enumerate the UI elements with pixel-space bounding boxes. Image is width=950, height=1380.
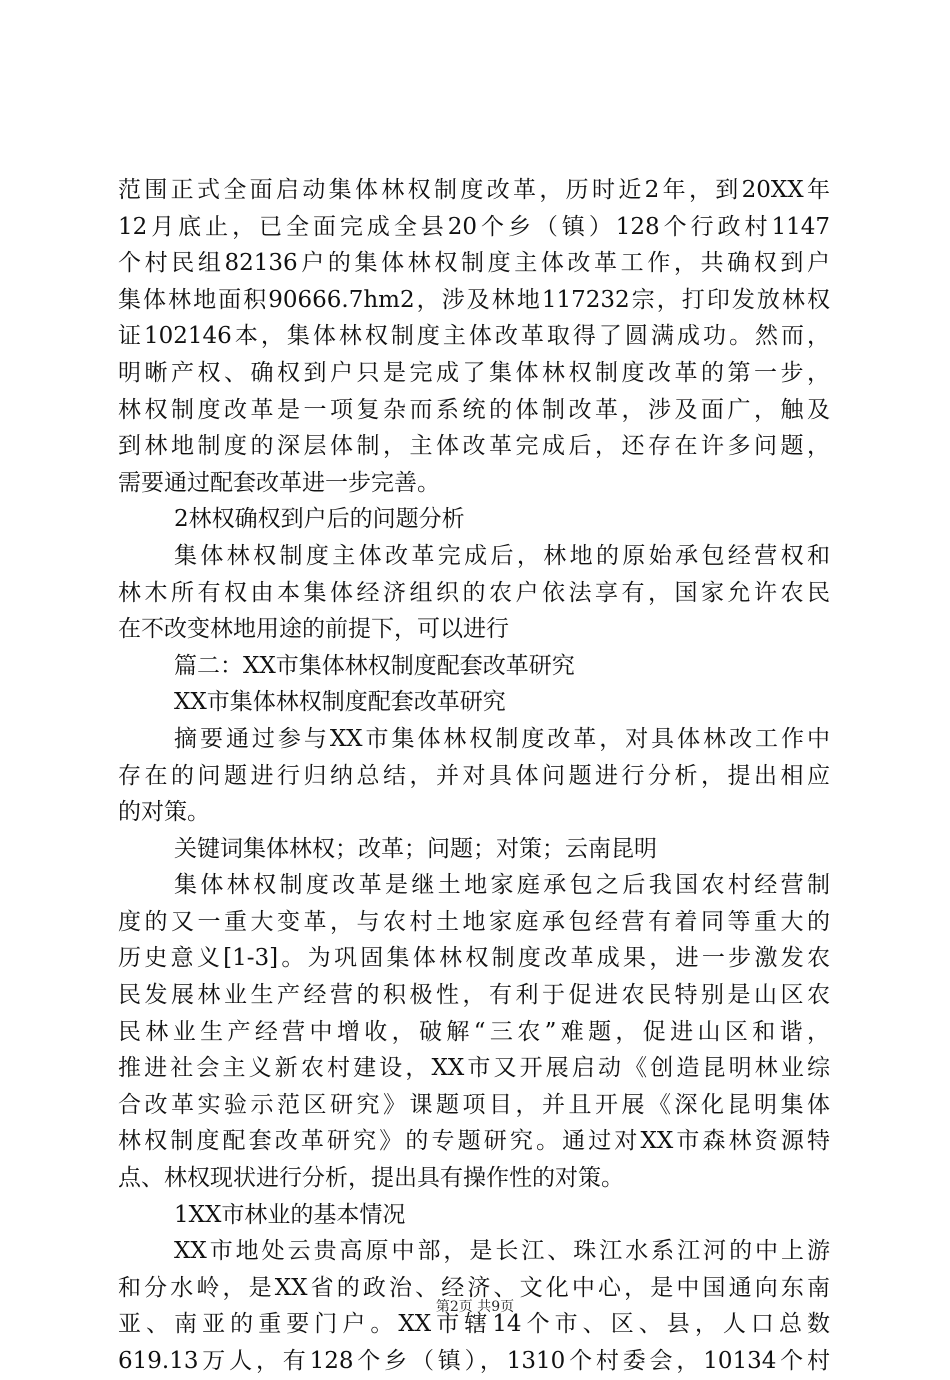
text-line: 需要通过配套改革进一步完善。 <box>118 469 440 496</box>
text-line: 范围正式全面启动集体林权制度改革，历时近2年，到20XX年 <box>118 177 830 203</box>
text-line: 集体林地面积90666.7hm2，涉及林地117232宗，打印发放林权 <box>118 286 830 313</box>
text-line: 明晰产权、确权到户只是完成了集体林权制度改革的第一步， <box>118 359 830 386</box>
text-line: 12月底止，已全面完成全县20个乡（镇）128个行政村1147 <box>118 213 830 240</box>
text-line: 合改革实验示范区研究》课题项目，并且开展《深化昆明集体 <box>118 1091 830 1118</box>
document-body <box>118 172 830 1380</box>
text-line: 集体林权制度主体改革完成后，林地的原始承包经营权和 <box>174 542 830 569</box>
text-line: XX市地处云贵高原中部，是长江、珠江水系江河的中上游 <box>174 1238 830 1265</box>
text-line: 存在的问题进行归纳总结，并对具体问题进行分析，提出相应 <box>118 762 830 789</box>
page-footer: 第2页 共9页 <box>435 1299 515 1315</box>
text-line: 林木所有权由本集体经济组织的农户依法享有，国家允许农民 <box>118 579 830 606</box>
text-line: 到林地制度的深层体制，主体改革完成后，还存在许多问题， <box>118 433 830 460</box>
text-line: 619.13万人，有128个乡（镇），1310个村委会，10134个村 <box>118 1348 830 1374</box>
section-heading-line: 篇二：XX市集体林权制度配套改革研究 <box>174 652 575 679</box>
text-line: 集体林权制度改革是继土地家庭承包之后我国农村经营制 <box>174 872 830 899</box>
text-line: 个村民组82136户的集体林权制度主体改革工作，共确权到户 <box>118 250 830 277</box>
text-line: 亚、南亚的重要门户。XX市辖14个市、区、县，人口总数 <box>118 1311 830 1338</box>
text-line: 摘要通过参与XX市集体林权制度改革，对具体林改工作中 <box>174 725 830 752</box>
text-line: 民发展林业生产经营的积极性，有利于促进农民特别是山区农 <box>118 982 830 1009</box>
text-line: 的对策。 <box>118 799 210 826</box>
text-line: 民林业生产经营中增收，破解“三农”难题，促进山区和谐， <box>118 1018 830 1045</box>
text-line: 在不改变林地用途的前提下，可以进行 <box>118 616 509 643</box>
text-line: 证102146本，集体林权制度主体改革取得了圆满成功。然而， <box>118 323 830 350</box>
text-line: 历史意义[1-3]。为巩固集体林权制度改革成果，进一步激发农 <box>118 945 830 972</box>
section-heading-line: 2林权确权到户后的问题分析 <box>174 506 465 533</box>
text-line: 推进社会主义新农村建设，XX市又开展启动《创造昆明林业综 <box>118 1055 830 1082</box>
text-line: 度的又一重大变革，与农村土地家庭承包经营有着同等重大的 <box>118 908 830 935</box>
section-heading-line: 关键词集体林权；改革；问题；对策；云南昆明 <box>174 835 657 862</box>
text-line: 和分水岭，是XX省的政治、经济、文化中心，是中国通向东南 <box>118 1274 830 1301</box>
section-heading-line: XX市集体林权制度配套改革研究 <box>174 689 506 716</box>
text-line: 林权制度改革是一项复杂而系统的体制改革，涉及面广，触及 <box>118 396 830 423</box>
section-heading-line: 1XX市林业的基本情况 <box>174 1201 406 1228</box>
text-line: 点、林权现状进行分析，提出具有操作性的对策。 <box>118 1165 624 1192</box>
text-line: 林权制度配套改革研究》的专题研究。通过对XX市森林资源特 <box>118 1128 830 1155</box>
